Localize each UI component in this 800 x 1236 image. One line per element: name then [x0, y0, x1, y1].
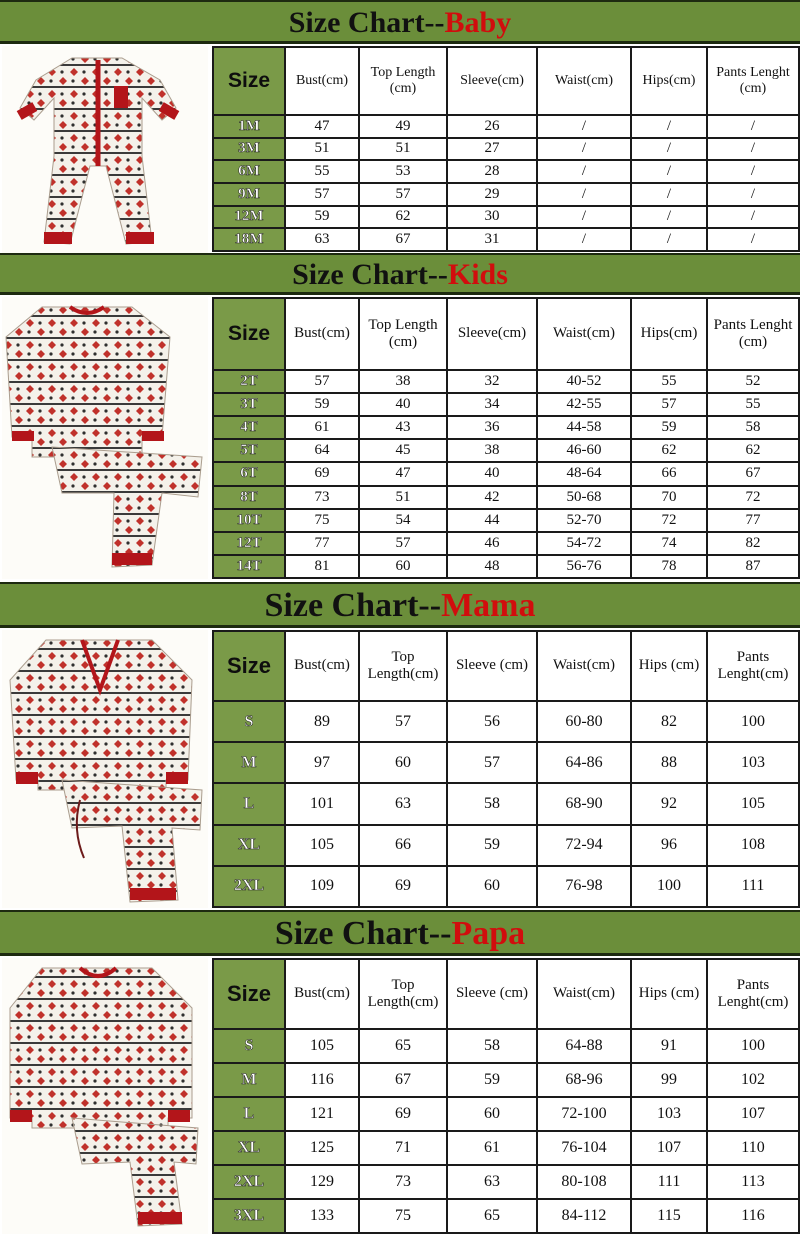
- papa-banner: [0, 910, 800, 956]
- waist-cell: 72-100: [537, 1097, 631, 1131]
- kids-banner: [0, 253, 800, 295]
- baby-col-top: Top Length (cm): [359, 47, 447, 115]
- size-cell: 3XL: [213, 1199, 285, 1233]
- top-cell: 71: [359, 1131, 447, 1165]
- top-cell: 65: [359, 1029, 447, 1063]
- mama-header-row: [213, 631, 799, 701]
- mama-col-waist: Waist(cm): [537, 631, 631, 701]
- sleeve-cell: 40: [447, 462, 537, 485]
- baby-col-waist: Waist(cm): [537, 47, 631, 115]
- table-row: [213, 115, 799, 138]
- pants-cell: 82: [707, 532, 799, 555]
- papa-header-row: [213, 959, 799, 1029]
- top-cell: 57: [359, 701, 447, 742]
- papa-col-top: Top Length(cm): [359, 959, 447, 1029]
- table-row: [213, 416, 799, 439]
- papa-col-hips: Hips (cm): [631, 959, 707, 1029]
- hips-cell: 62: [631, 439, 707, 462]
- sleeve-cell: 38: [447, 439, 537, 462]
- hips-cell: /: [631, 206, 707, 229]
- waist-cell: 64-88: [537, 1029, 631, 1063]
- pants-cell: 77: [707, 509, 799, 532]
- table-row: [213, 825, 799, 866]
- baby-romper-illustration: [2, 46, 208, 254]
- bust-cell: 59: [285, 393, 359, 416]
- hips-cell: 55: [631, 370, 707, 393]
- bust-cell: 97: [285, 742, 359, 783]
- waist-cell: /: [537, 138, 631, 161]
- pants-cell: 58: [707, 416, 799, 439]
- waist-cell: 52-70: [537, 509, 631, 532]
- top-cell: 38: [359, 370, 447, 393]
- bust-cell: 129: [285, 1165, 359, 1199]
- size-cell: M: [213, 1063, 285, 1097]
- pants-cell: /: [707, 160, 799, 183]
- top-cell: 73: [359, 1165, 447, 1199]
- waist-cell: /: [537, 228, 631, 251]
- table-row: [213, 509, 799, 532]
- sleeve-cell: 31: [447, 228, 537, 251]
- size-cell: S: [213, 1029, 285, 1063]
- waist-cell: /: [537, 160, 631, 183]
- bust-cell: 116: [285, 1063, 359, 1097]
- pants-cell: /: [707, 138, 799, 161]
- table-row: [213, 138, 799, 161]
- hips-cell: 82: [631, 701, 707, 742]
- waist-cell: 84-112: [537, 1199, 631, 1233]
- pants-cell: 55: [707, 393, 799, 416]
- table-row: [213, 228, 799, 251]
- table-row: [213, 206, 799, 229]
- hips-cell: 91: [631, 1029, 707, 1063]
- pants-cell: 62: [707, 439, 799, 462]
- size-cell: XL: [213, 825, 285, 866]
- size-cell: 8T: [213, 486, 285, 509]
- bust-cell: 105: [285, 825, 359, 866]
- pants-cell: 103: [707, 742, 799, 783]
- kids-col-hips: Hips(cm): [631, 298, 707, 370]
- hips-cell: 103: [631, 1097, 707, 1131]
- table-row: [213, 1063, 799, 1097]
- table-row: [213, 866, 799, 907]
- table-row: [213, 462, 799, 485]
- table-row: [213, 555, 799, 578]
- pants-cell: /: [707, 228, 799, 251]
- waist-cell: 42-55: [537, 393, 631, 416]
- waist-cell: 50-68: [537, 486, 631, 509]
- table-row: [213, 486, 799, 509]
- pants-cell: 100: [707, 1029, 799, 1063]
- baby-col-pants: Pants Lenght (cm): [707, 47, 799, 115]
- bust-cell: 69: [285, 462, 359, 485]
- kids-col-sleeve: Sleeve(cm): [447, 298, 537, 370]
- pants-cell: /: [707, 115, 799, 138]
- top-cell: 75: [359, 1199, 447, 1233]
- pants-cell: 113: [707, 1165, 799, 1199]
- sleeve-cell: 26: [447, 115, 537, 138]
- bust-cell: 47: [285, 115, 359, 138]
- top-cell: 49: [359, 115, 447, 138]
- pants-cell: 105: [707, 783, 799, 824]
- waist-cell: 56-76: [537, 555, 631, 578]
- mama-title-main: Size Chart--: [264, 587, 442, 624]
- baby-header-row: [213, 47, 799, 115]
- table-row: [213, 1029, 799, 1063]
- waist-cell: /: [537, 183, 631, 206]
- top-cell: 60: [359, 555, 447, 578]
- sleeve-cell: 46: [447, 532, 537, 555]
- hips-cell: 92: [631, 783, 707, 824]
- hips-cell: 57: [631, 393, 707, 416]
- mama-pajama-photo: [2, 630, 208, 908]
- sleeve-cell: 61: [447, 1131, 537, 1165]
- baby-title-accent: Baby: [444, 6, 512, 39]
- table-row: [213, 532, 799, 555]
- sleeve-cell: 59: [447, 825, 537, 866]
- kids-title-accent: Kids: [447, 258, 508, 291]
- size-cell: M: [213, 742, 285, 783]
- size-cell: 2T: [213, 370, 285, 393]
- mama-title-accent: Mama: [441, 587, 536, 624]
- bust-cell: 61: [285, 416, 359, 439]
- sleeve-cell: 44: [447, 509, 537, 532]
- sleeve-cell: 63: [447, 1165, 537, 1199]
- bust-cell: 133: [285, 1199, 359, 1233]
- bust-cell: 105: [285, 1029, 359, 1063]
- bust-cell: 57: [285, 370, 359, 393]
- kids-col-size: Size: [213, 298, 285, 370]
- hips-cell: 66: [631, 462, 707, 485]
- pants-cell: 111: [707, 866, 799, 907]
- sleeve-cell: 32: [447, 370, 537, 393]
- size-cell: S: [213, 701, 285, 742]
- top-cell: 54: [359, 509, 447, 532]
- mama-col-size: Size: [213, 631, 285, 701]
- bust-cell: 57: [285, 183, 359, 206]
- kids-col-waist: Waist(cm): [537, 298, 631, 370]
- size-cell: 18M: [213, 228, 285, 251]
- waist-cell: 46-60: [537, 439, 631, 462]
- bust-cell: 77: [285, 532, 359, 555]
- size-cell: L: [213, 783, 285, 824]
- sleeve-cell: 58: [447, 1029, 537, 1063]
- mama-col-top: Top Length(cm): [359, 631, 447, 701]
- pants-cell: 87: [707, 555, 799, 578]
- hips-cell: /: [631, 115, 707, 138]
- bust-cell: 81: [285, 555, 359, 578]
- top-cell: 53: [359, 160, 447, 183]
- hips-cell: 70: [631, 486, 707, 509]
- bust-cell: 55: [285, 160, 359, 183]
- size-cell: 3T: [213, 393, 285, 416]
- waist-cell: 60-80: [537, 701, 631, 742]
- baby-col-size: Size: [213, 47, 285, 115]
- waist-cell: 68-90: [537, 783, 631, 824]
- top-cell: 43: [359, 416, 447, 439]
- papa-col-bust: Bust(cm): [285, 959, 359, 1029]
- size-cell: 5T: [213, 439, 285, 462]
- kids-header-row: [213, 298, 799, 370]
- papa-size-table: [212, 958, 800, 1234]
- bust-cell: 101: [285, 783, 359, 824]
- top-cell: 66: [359, 825, 447, 866]
- size-cell: 6M: [213, 160, 285, 183]
- waist-cell: /: [537, 115, 631, 138]
- hips-cell: 88: [631, 742, 707, 783]
- waist-cell: 64-86: [537, 742, 631, 783]
- baby-banner: [0, 0, 800, 44]
- table-row: [213, 1165, 799, 1199]
- waist-cell: 48-64: [537, 462, 631, 485]
- size-cell: 3M: [213, 138, 285, 161]
- waist-cell: 72-94: [537, 825, 631, 866]
- waist-cell: 76-104: [537, 1131, 631, 1165]
- sleeve-cell: 57: [447, 742, 537, 783]
- top-cell: 67: [359, 1063, 447, 1097]
- sleeve-cell: 34: [447, 393, 537, 416]
- top-cell: 63: [359, 783, 447, 824]
- papa-pajama-photo: [2, 958, 208, 1234]
- pants-cell: 102: [707, 1063, 799, 1097]
- size-cell: 9M: [213, 183, 285, 206]
- pants-cell: 72: [707, 486, 799, 509]
- waist-cell: 68-96: [537, 1063, 631, 1097]
- waist-cell: 44-58: [537, 416, 631, 439]
- top-cell: 51: [359, 138, 447, 161]
- sleeve-cell: 29: [447, 183, 537, 206]
- mama-size-table: [212, 630, 800, 908]
- bust-cell: 75: [285, 509, 359, 532]
- mama-col-pants: Pants Lenght(cm): [707, 631, 799, 701]
- kids-pajama-illustration: [2, 297, 208, 579]
- table-row: [213, 1199, 799, 1233]
- sleeve-cell: 27: [447, 138, 537, 161]
- table-row: [213, 783, 799, 824]
- size-cell: 14T: [213, 555, 285, 578]
- top-cell: 51: [359, 486, 447, 509]
- baby-title-main: Size Chart--: [288, 6, 445, 39]
- pants-cell: 108: [707, 825, 799, 866]
- top-cell: 57: [359, 183, 447, 206]
- pants-cell: /: [707, 206, 799, 229]
- sleeve-cell: 36: [447, 416, 537, 439]
- hips-cell: 100: [631, 866, 707, 907]
- table-row: [213, 439, 799, 462]
- size-cell: 1M: [213, 115, 285, 138]
- table-row: [213, 393, 799, 416]
- baby-romper-photo: [2, 46, 208, 254]
- top-cell: 45: [359, 439, 447, 462]
- papa-col-waist: Waist(cm): [537, 959, 631, 1029]
- size-cell: L: [213, 1097, 285, 1131]
- bust-cell: 63: [285, 228, 359, 251]
- table-row: [213, 701, 799, 742]
- pants-cell: 107: [707, 1097, 799, 1131]
- baby-col-sleeve: Sleeve(cm): [447, 47, 537, 115]
- hips-cell: 115: [631, 1199, 707, 1233]
- size-cell: XL: [213, 1131, 285, 1165]
- sleeve-cell: 58: [447, 783, 537, 824]
- baby-col-bust: Bust(cm): [285, 47, 359, 115]
- bust-cell: 51: [285, 138, 359, 161]
- hips-cell: 111: [631, 1165, 707, 1199]
- size-cell: 2XL: [213, 1165, 285, 1199]
- hips-cell: /: [631, 228, 707, 251]
- bust-cell: 59: [285, 206, 359, 229]
- papa-pajama-illustration: [2, 958, 208, 1234]
- hips-cell: 78: [631, 555, 707, 578]
- hips-cell: 107: [631, 1131, 707, 1165]
- top-cell: 69: [359, 1097, 447, 1131]
- bust-cell: 109: [285, 866, 359, 907]
- pants-cell: 52: [707, 370, 799, 393]
- bust-cell: 89: [285, 701, 359, 742]
- table-row: [213, 742, 799, 783]
- hips-cell: /: [631, 183, 707, 206]
- waist-cell: 40-52: [537, 370, 631, 393]
- top-cell: 67: [359, 228, 447, 251]
- top-cell: 57: [359, 532, 447, 555]
- kids-col-top: Top Length (cm): [359, 298, 447, 370]
- table-row: [213, 370, 799, 393]
- mama-col-sleeve: Sleeve (cm): [447, 631, 537, 701]
- papa-col-sleeve: Sleeve (cm): [447, 959, 537, 1029]
- top-cell: 47: [359, 462, 447, 485]
- sleeve-cell: 28: [447, 160, 537, 183]
- mama-banner: [0, 582, 800, 628]
- sleeve-cell: 30: [447, 206, 537, 229]
- size-cell: 6T: [213, 462, 285, 485]
- sleeve-cell: 60: [447, 1097, 537, 1131]
- table-row: [213, 160, 799, 183]
- bust-cell: 125: [285, 1131, 359, 1165]
- kids-pajama-photo: [2, 297, 208, 579]
- hips-cell: 74: [631, 532, 707, 555]
- top-cell: 69: [359, 866, 447, 907]
- size-cell: 2XL: [213, 866, 285, 907]
- sleeve-cell: 48: [447, 555, 537, 578]
- sleeve-cell: 60: [447, 866, 537, 907]
- kids-title-main: Size Chart--: [292, 258, 448, 291]
- sleeve-cell: 59: [447, 1063, 537, 1097]
- size-cell: 12T: [213, 532, 285, 555]
- sleeve-cell: 42: [447, 486, 537, 509]
- pants-cell: 116: [707, 1199, 799, 1233]
- pants-cell: 67: [707, 462, 799, 485]
- waist-cell: /: [537, 206, 631, 229]
- hips-cell: 72: [631, 509, 707, 532]
- table-row: [213, 1097, 799, 1131]
- hips-cell: /: [631, 138, 707, 161]
- kids-col-pants: Pants Lenght (cm): [707, 298, 799, 370]
- waist-cell: 76-98: [537, 866, 631, 907]
- top-cell: 60: [359, 742, 447, 783]
- waist-cell: 54-72: [537, 532, 631, 555]
- sleeve-cell: 56: [447, 701, 537, 742]
- table-row: [213, 183, 799, 206]
- hips-cell: 59: [631, 416, 707, 439]
- papa-col-size: Size: [213, 959, 285, 1029]
- top-cell: 40: [359, 393, 447, 416]
- baby-col-hips: Hips(cm): [631, 47, 707, 115]
- bust-cell: 121: [285, 1097, 359, 1131]
- size-cell: 12M: [213, 206, 285, 229]
- waist-cell: 80-108: [537, 1165, 631, 1199]
- pants-cell: 110: [707, 1131, 799, 1165]
- size-cell: 10T: [213, 509, 285, 532]
- mama-pajama-illustration: [2, 630, 208, 908]
- table-row: [213, 1131, 799, 1165]
- pants-cell: /: [707, 183, 799, 206]
- kids-col-bust: Bust(cm): [285, 298, 359, 370]
- sleeve-cell: 65: [447, 1199, 537, 1233]
- pants-cell: 100: [707, 701, 799, 742]
- size-cell: 4T: [213, 416, 285, 439]
- mama-col-bust: Bust(cm): [285, 631, 359, 701]
- hips-cell: 96: [631, 825, 707, 866]
- hips-cell: 99: [631, 1063, 707, 1097]
- bust-cell: 64: [285, 439, 359, 462]
- bust-cell: 73: [285, 486, 359, 509]
- papa-title-accent: Papa: [451, 915, 526, 952]
- baby-size-table: [212, 46, 800, 252]
- kids-size-table: [212, 297, 800, 579]
- papa-col-pants: Pants Lenght(cm): [707, 959, 799, 1029]
- top-cell: 62: [359, 206, 447, 229]
- papa-title-main: Size Chart--: [274, 915, 452, 952]
- hips-cell: /: [631, 160, 707, 183]
- mama-col-hips: Hips (cm): [631, 631, 707, 701]
